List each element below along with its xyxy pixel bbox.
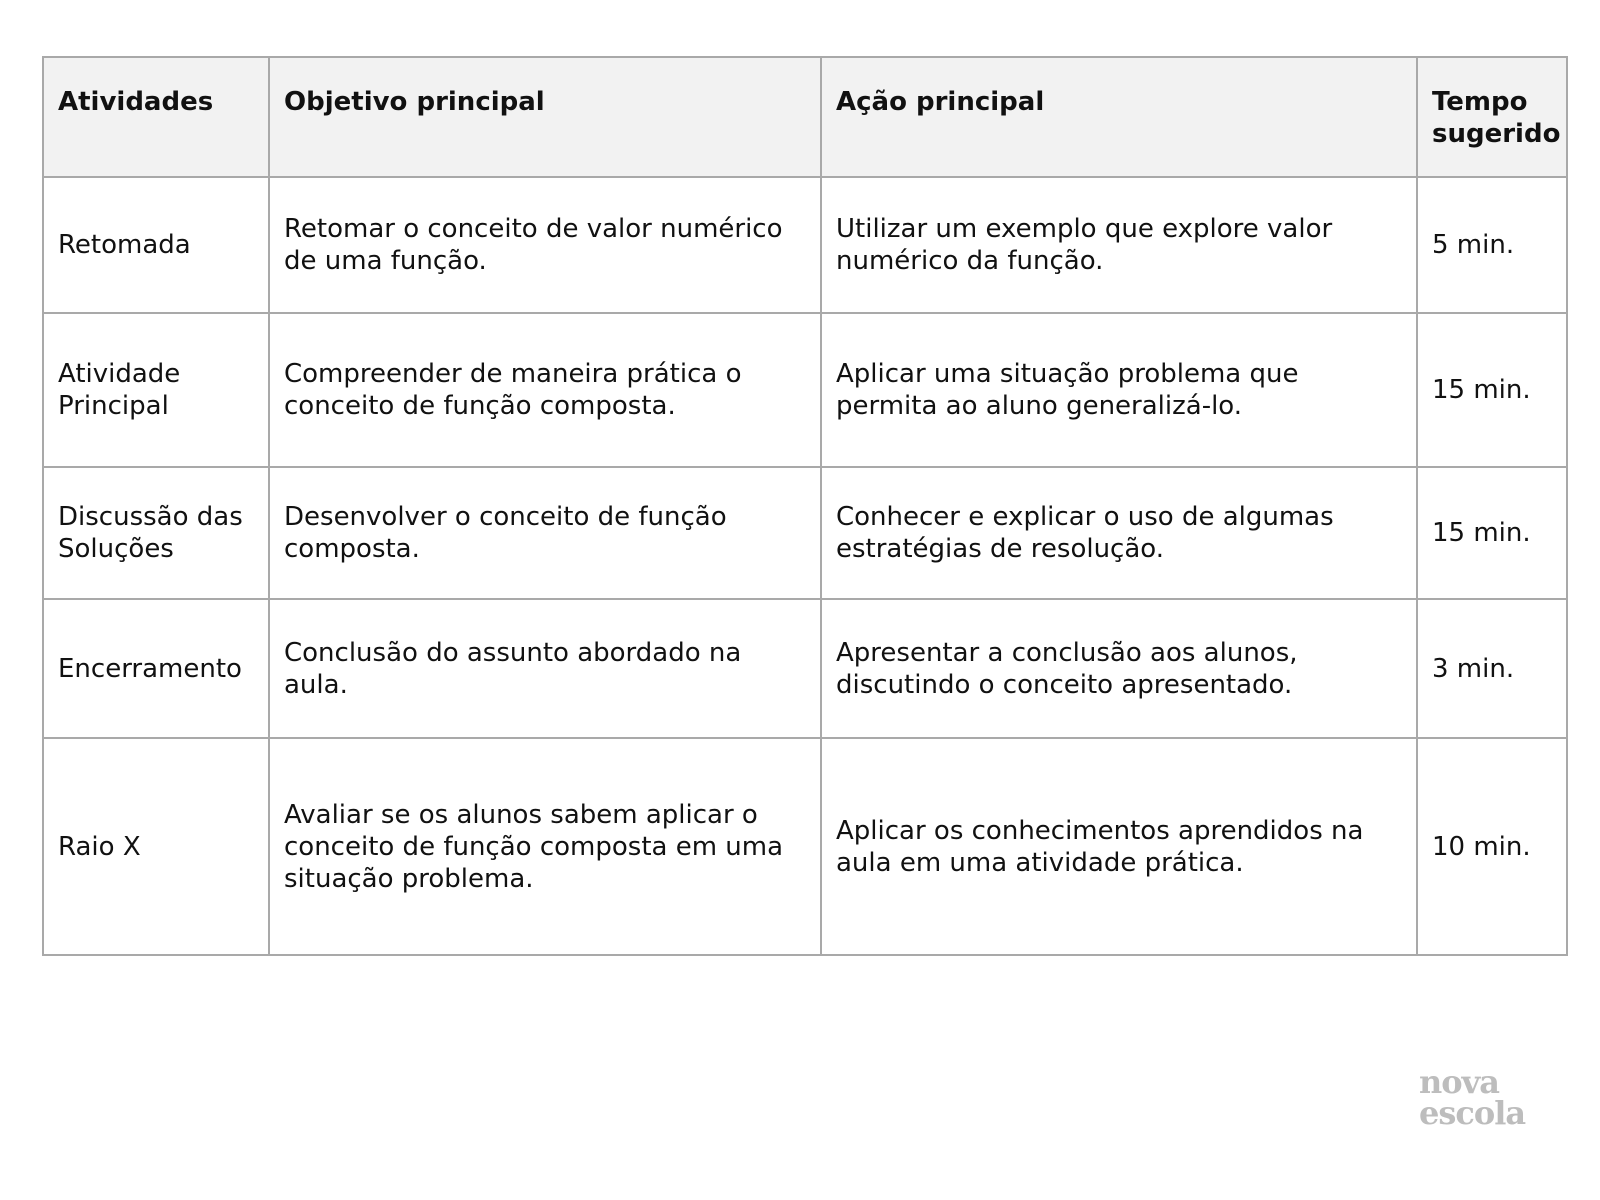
table-row [43,313,1567,467]
table-row [43,738,1567,955]
cell-atividade: Atividade Principal [43,313,269,467]
cell-objetivo: Desenvolver o conceito de função composta. [269,467,821,599]
logo-line-nova: nova [1419,1063,1499,1101]
cell-acao: Utilizar um exemplo que explore valor numérico da função. [821,177,1417,313]
cell-tempo: 5 min. [1417,177,1567,313]
cell-atividade: Retomada [43,177,269,313]
cell-objetivo: Retomar o conceito de valor numérico de uma função. [269,177,821,313]
cell-acao: Apresentar a conclusão aos alunos, discutindo o conceito apresentado. [821,599,1417,738]
cell-objetivo: Compreender de maneira prática o conceito de função composta. [269,313,821,467]
cell-atividade: Discussão das Soluções [43,467,269,599]
nova-escola-logo [1419,1063,1526,1132]
table-header-row [43,57,1567,177]
cell-atividade: Raio X [43,738,269,955]
cell-atividade: Encerramento [43,599,269,738]
table-row [43,467,1567,599]
header-tempo: Tempo sugerido [1417,57,1567,177]
cell-tempo: 15 min. [1417,467,1567,599]
cell-acao: Aplicar uma situação problema que permita ao aluno generalizá-lo. [821,313,1417,467]
header-acao: Ação principal [821,57,1417,177]
cell-tempo: 15 min. [1417,313,1567,467]
cell-acao: Aplicar os conhecimentos aprendidos na aula em uma atividade prática. [821,738,1417,955]
header-objetivo: Objetivo principal [269,57,821,177]
cell-acao: Conhecer e explicar o uso de algumas estratégias de resolução. [821,467,1417,599]
lesson-plan-table [42,56,1568,956]
cell-tempo: 10 min. [1417,738,1567,955]
table-row [43,177,1567,313]
cell-objetivo: Avaliar se os alunos sabem aplicar o conceito de função composta em uma situação problema. [269,738,821,955]
cell-objetivo: Conclusão do assunto abordado na aula. [269,599,821,738]
cell-tempo: 3 min. [1417,599,1567,738]
table-row [43,599,1567,738]
header-atividades: Atividades [43,57,269,177]
logo-line-escola: escola [1419,1094,1526,1132]
